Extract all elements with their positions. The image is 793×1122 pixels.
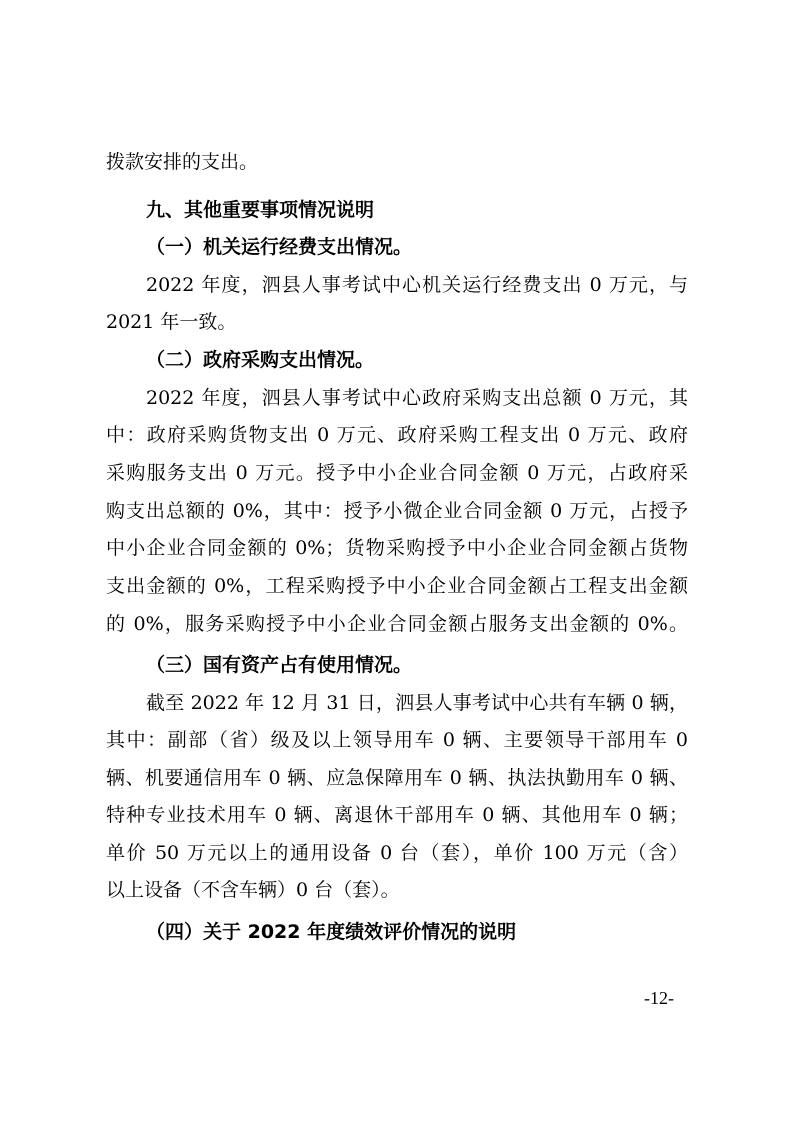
paragraph-line: 中：政府采购货物支出 0 万元、政府采购工程支出 0 万元、政府 (106, 424, 688, 446)
subsection-heading: （二）政府采购支出情况。 (146, 349, 375, 371)
paragraph-line: 购支出总额的 0%，其中：授予小微企业合同金额 0 万元，占授予 (106, 500, 688, 522)
paragraph-line: 支出金额的 0%，工程采购授予中小企业合同金额占工程支出金额 (106, 575, 688, 597)
subsection-heading: （四）关于 2022 年度绩效评价情况的说明 (146, 921, 517, 943)
page-number: -12- (644, 988, 674, 1008)
paragraph-line: 单价 50 万元以上的通用设备 0 台（套），单价 100 万元（含） (106, 842, 688, 864)
paragraph-line: 中小企业合同金额的 0%；货物采购授予中小企业合同金额占货物 (106, 537, 688, 559)
paragraph-line: 其中：副部（省）级及以上领导用车 0 辆、主要领导干部用车 0 (106, 729, 688, 751)
paragraph-line: 特种专业技术用车 0 辆、离退休干部用车 0 辆、其他用车 0 辆； (106, 804, 688, 826)
paragraph-line: 2022 年度，泗县人事考试中心机关运行经费支出 0 万元，与 (146, 274, 688, 296)
paragraph-line: 的 0%，服务采购授予中小企业合同金额占服务支出金额的 0%。 (106, 613, 688, 635)
paragraph-line: 截至 2022 年 12 月 31 日，泗县人事考试中心共有车辆 0 辆， (146, 692, 688, 714)
paragraph-line: 辆、机要通信用车 0 辆、应急保障用车 0 辆、执法执勤用车 0 辆、 (106, 767, 688, 789)
paragraph-line: 2021 年一致。 (106, 311, 237, 333)
paragraph-line: 以上设备（不含车辆）0 台（套）。 (106, 879, 400, 901)
subsection-heading: （一）机关运行经费支出情况。 (146, 236, 413, 258)
subsection-heading: （三）国有资产占有使用情况。 (146, 654, 413, 676)
paragraph-line: 拨款安排的支出。 (106, 151, 259, 173)
paragraph-line: 2022 年度，泗县人事考试中心政府采购支出总额 0 万元，其 (146, 387, 688, 409)
paragraph-line: 采购服务支出 0 万元。授予中小企业合同金额 0 万元，占政府采 (106, 462, 688, 484)
section-heading: 九、其他重要事项情况说明 (146, 199, 375, 221)
